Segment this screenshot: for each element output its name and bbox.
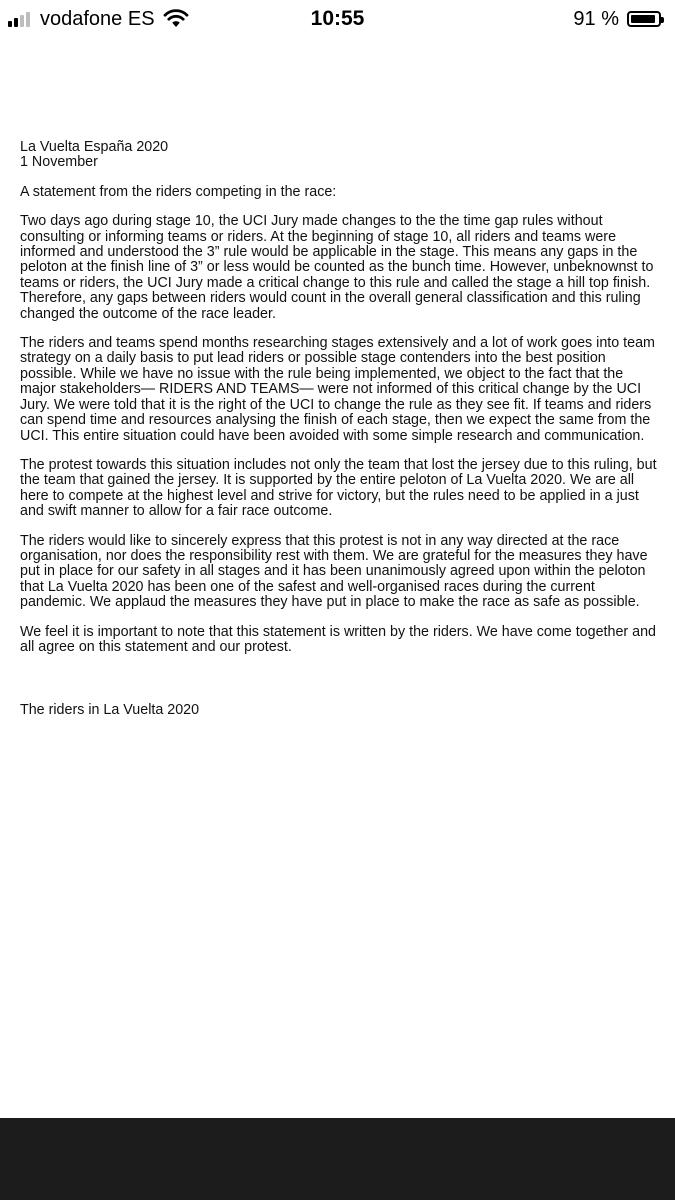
- status-time: 10:55: [310, 7, 365, 30]
- paragraph: Two days ago during stage 10, the UCI Jury made changes to the the time gap rules without consulting or informing teams or riders. At the beginning of stage 10, all riders and teams were informed and understood the 3” rule would be applicable in the stage. This means any gaps in the peloton at the finish line of 3” or less would be counted as the bunch time. However, unbeknownst to teams or riders, the UCI Jury made a critical change to this rule and called the stage a hill top finish. Therefore, any gaps between riders would count in the overall general classification and this ruling changed the outcome of the race leader.: [20, 213, 654, 322]
- status-bar: [0, 0, 675, 38]
- status-right: [573, 8, 661, 30]
- document-header: [20, 140, 660, 171]
- battery-percentage: 91 %: [573, 7, 619, 30]
- carrier-name: vodafone ES: [40, 7, 155, 30]
- document-signoff: The riders in La Vuelta 2020: [20, 702, 200, 719]
- paragraph: We feel it is important to note that this statement is written by the riders. We have come together and all agree on this statement and our protest.: [20, 623, 656, 655]
- paragraph: The riders would like to sincerely express that this protest is not in any way directed at the race organisation, nor does the responsibility rest with them. We are grateful for the measures they have put in place for our safety in all stages and it has been unanimously agreed upon within the peloton that La Vuelta 2020 has been one of the safest and well-organised races during the current pandemic. We applaud the measures they have put in place to make the race as safe as possible.: [20, 532, 648, 611]
- document-title: La Vuelta España 2020: [20, 139, 169, 155]
- statement-document: [20, 140, 660, 733]
- battery-level-fill: [631, 15, 655, 23]
- paragraph: The riders and teams spend months researching stages extensively and a lot of work goes into team strategy on a daily basis to put lead riders or possible stage contenders into the best position possible. While we have no issue with the rule being implemented, we object to the fact that the major stakeholders— RIDERS AND TEAMS— were not informed of this critical change by the UCI Jury. We were told that it is the right of the UCI to change the rule as they see fit. If teams and riders can spend time and resources analysing the finish of each stage, then we expect the same from the UCI. This entire situation could have been avoided with some simple research and communication.: [20, 335, 655, 444]
- bottom-toolbar: [0, 1118, 675, 1200]
- document-date: 1 November: [20, 154, 98, 171]
- paragraph: The protest towards this situation includes not only the team that lost the jersey due to this ruling, but the team that gained the jersey. It is supported by the entire peloton of La Vuelta 2020. We are all here to compete at the highest level and strive for victory, but the rules need to be applied in a just and swift manner to allow for a fair race outcome.: [20, 456, 657, 520]
- document-intro: A statement from the riders competing in the race:: [20, 183, 337, 200]
- battery-icon: [627, 11, 661, 27]
